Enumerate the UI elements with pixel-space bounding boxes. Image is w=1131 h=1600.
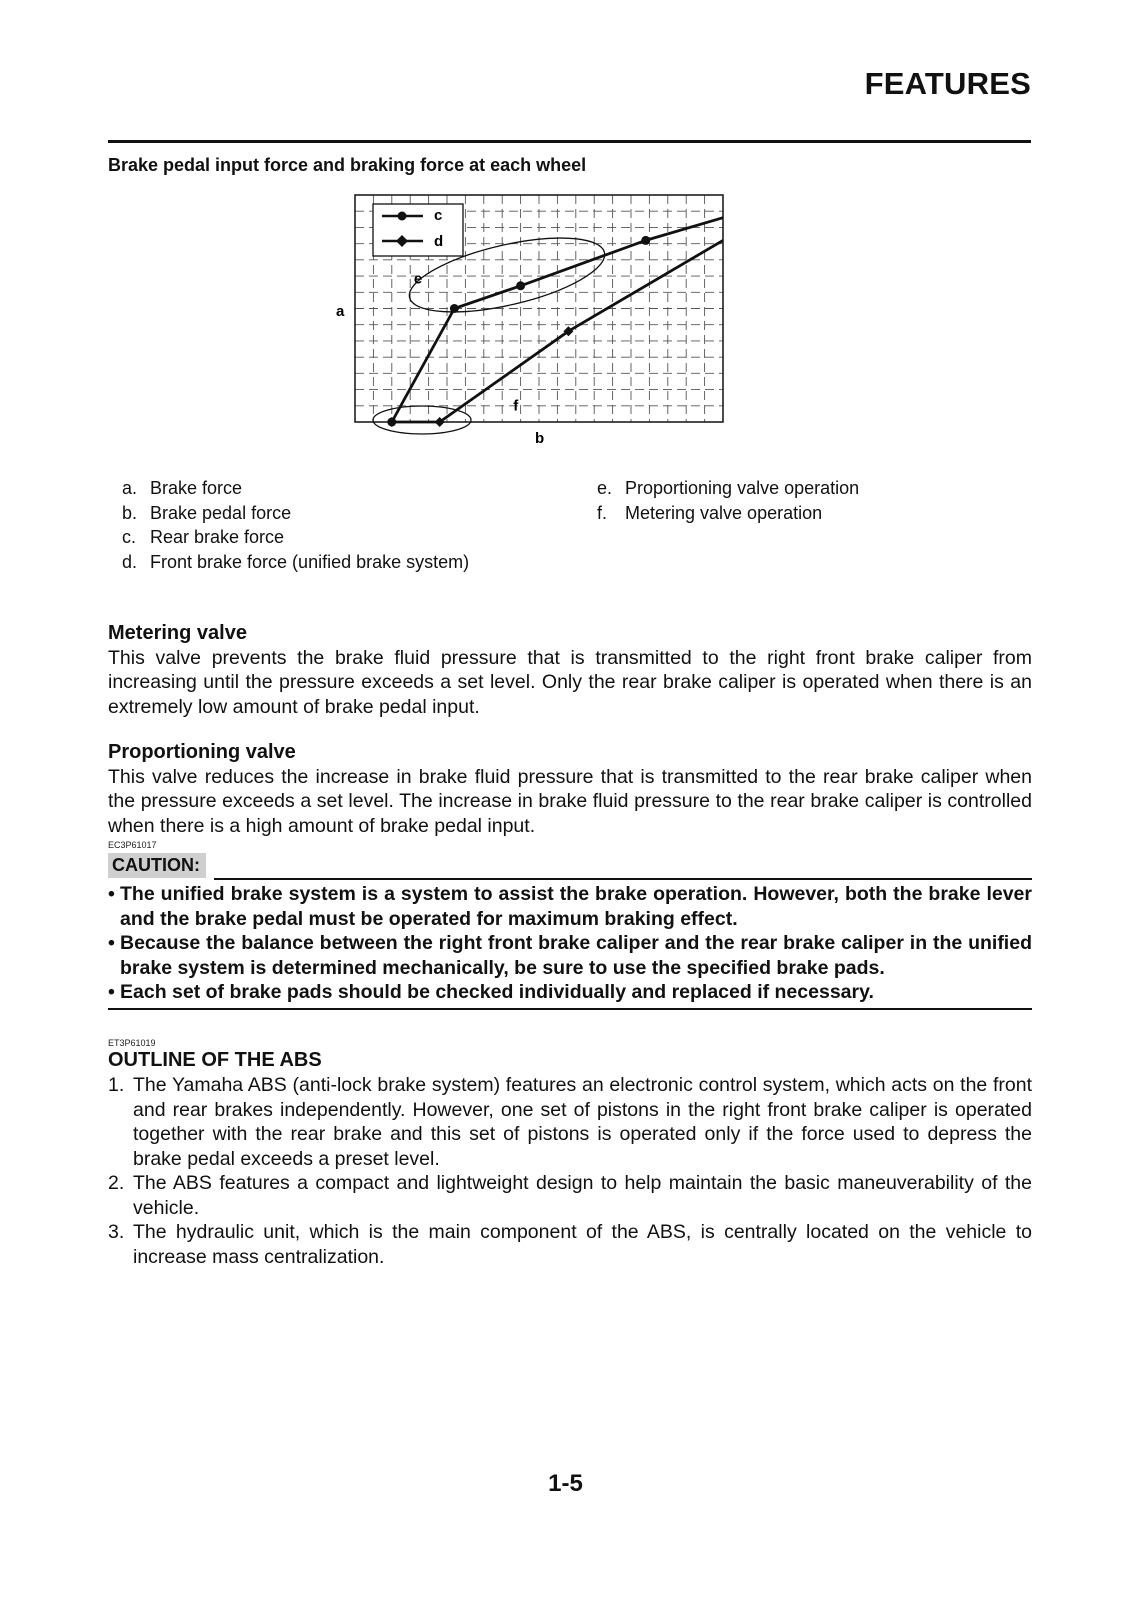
figure-title: Brake pedal input force and braking force at each wheel [108,155,587,175]
annotation-label-f: f [513,397,519,415]
caution-item: • Each set of brake pads should be checked individually and replaced if necessary. [108,981,874,1003]
legend-item: a. Brake force [122,478,243,498]
caution-item: • The unified brake system is a system to assist the brake operation. However, both the brake lever and the brake pedal must be operated for maximum braking effect. [108,883,1032,930]
y-axis-label: a [336,303,345,320]
section-heading: Metering valve [108,622,247,644]
figure-legend-left [122,478,469,576]
section-body: This valve prevents the brake fluid pressure that is transmitted to the right front brake caliper from increasing until the pressure exceeds a set level. Only the rear brake caliper is operated when there is an extremely low amount of brake pedal input. [108,646,1032,718]
outline-item: 2. The ABS features a compact and lightweight design to help maintain the basic maneuverability of the vehicle. [108,1172,1032,1219]
outline-heading: OUTLINE OF THE ABS [108,1049,322,1071]
legend-label-d: d [434,233,444,250]
legend-item: f. Metering valve operation [597,502,823,523]
legend-box [373,204,463,256]
legend-item: d. Front brake force (unified brake system) [122,551,470,572]
brake-force-chart [330,190,730,455]
legend-label-c: c [434,207,443,224]
page-number: 1-5 [548,1470,583,1497]
section-body: This valve reduces the increase in brake fluid pressure that is transmitted to the rear brake caliper when the pressure exceeds a set level. The increase in brake fluid pressure to the rear brake caliper is controlled when there is a high amount of brake pedal input. [108,765,1032,837]
caution-bottom-divider [108,1008,1032,1010]
data-point-c [516,281,525,290]
outline-code: ET3P61019 [108,1038,156,1048]
chart-legend [373,204,463,256]
annotation-label-e: e [413,270,423,288]
caution-code: EC3P61017 [108,840,157,850]
figure-legend-right [597,478,859,527]
header-divider [108,140,1031,143]
caution-top-divider [214,878,1032,880]
legend-item: b. Brake pedal force [122,502,292,523]
outline-list [108,1073,1032,1269]
section-heading: Proportioning valve [108,741,296,763]
metering-valve-section [108,621,1032,719]
caution-list [108,882,1032,1005]
legend-item: c. Rear brake force [122,527,285,547]
page-header-title: FEATURES [864,66,1031,101]
caution-label: CAUTION: [108,853,206,878]
data-point-c [450,304,459,313]
proportioning-valve-section [108,740,1032,838]
data-point-c [641,236,650,245]
outline-item: 3. The hydraulic unit, which is the main component of the ABS, is centrally located on the vehicle to increase mass centralization. [108,1221,1032,1268]
x-axis-label: b [535,430,545,447]
caution-item: • Because the balance between the right front brake caliper and the rear brake caliper in the unified brake system is determined mechanically, be sure to use the specified brake pads. [108,932,1032,979]
outline-item: 1. The Yamaha ABS (anti-lock brake system) features an electronic control system, which acts on the front and rear brakes independently. However, one set of pistons in the right front brake caliper is operated together with the rear brake and this set of pistons is operated only if the force used to depress the brake pedal exceeds a preset level. [108,1074,1032,1170]
legend-item: e. Proportioning valve operation [597,478,860,498]
legend-marker-c [398,212,407,221]
